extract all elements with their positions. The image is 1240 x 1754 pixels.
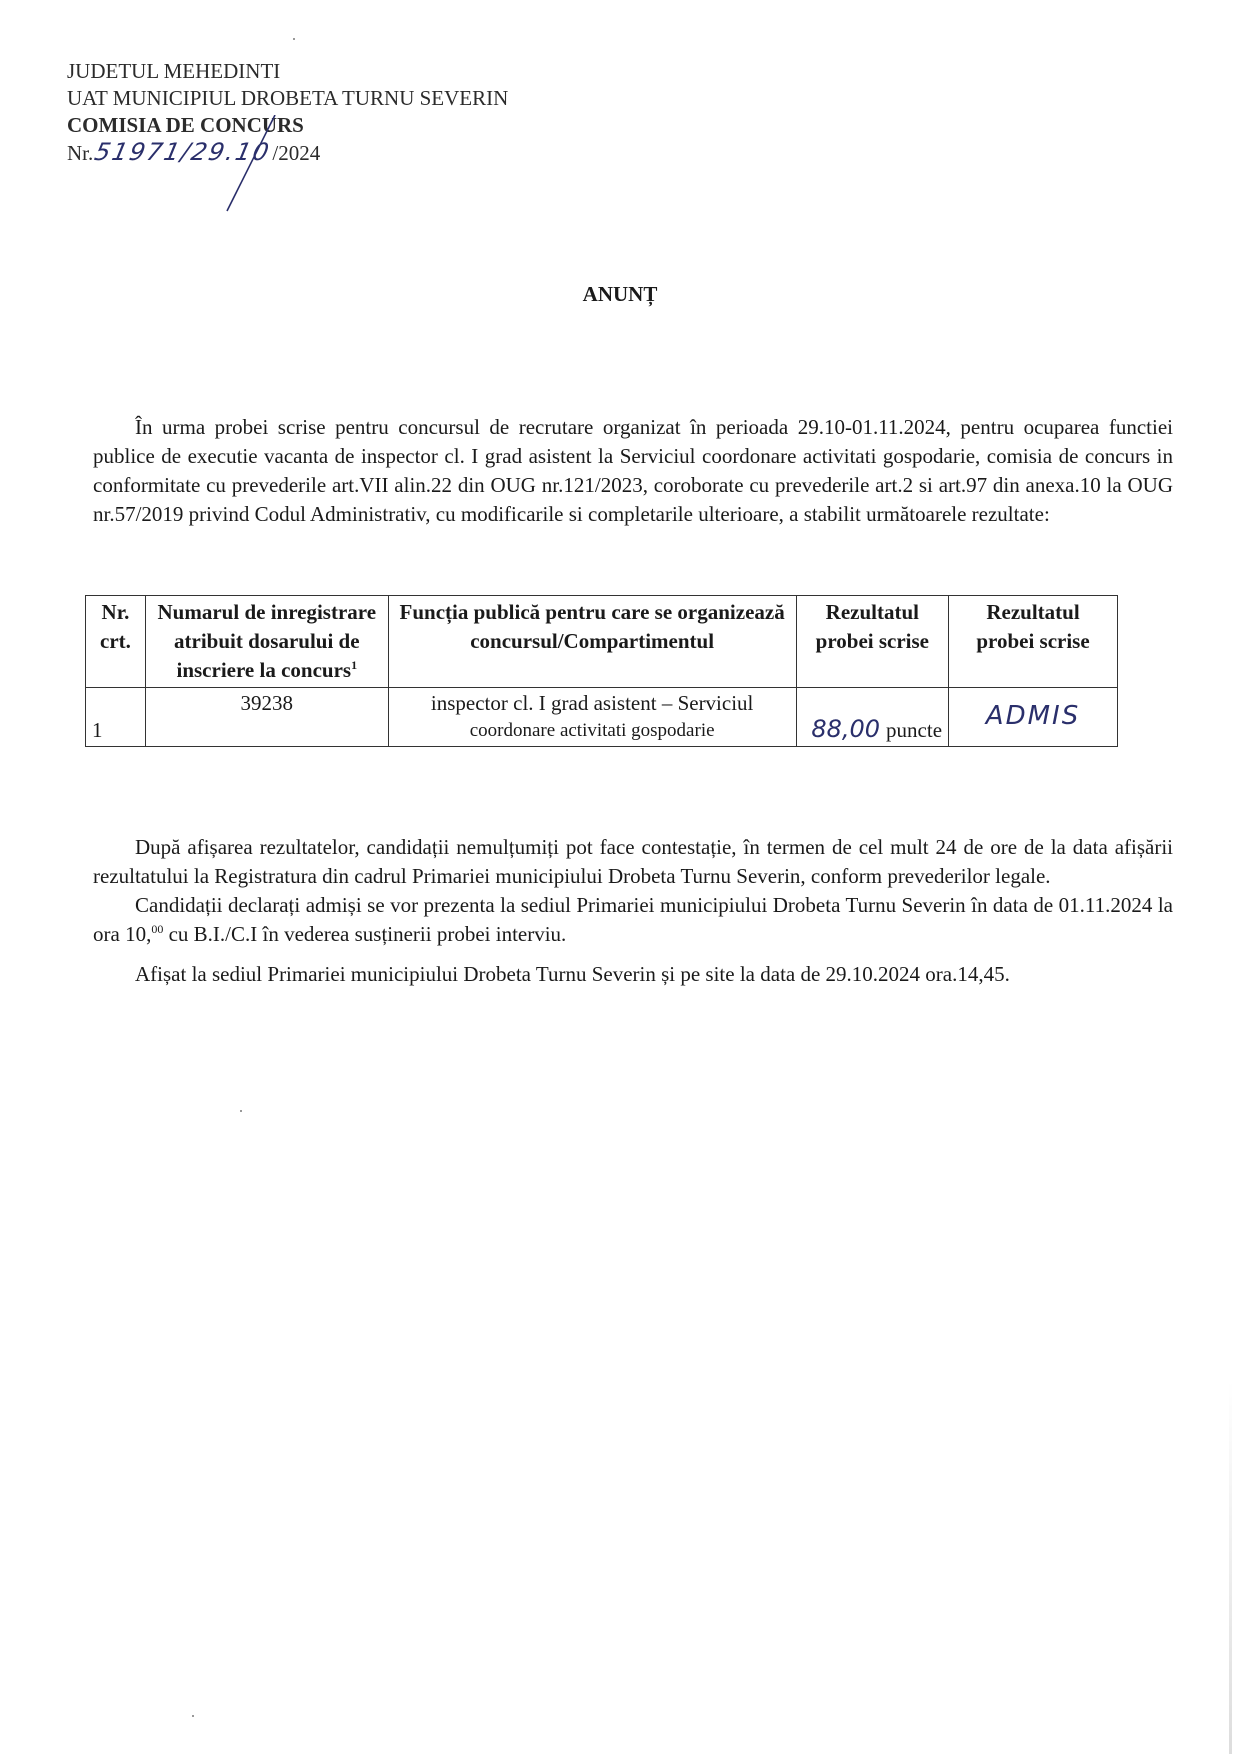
header-functia: Funcția publică pentru care se organizează concursul/Compartimentul	[388, 596, 796, 688]
interviu-text-post: cu B.I./C.I în vederea susținerii probei interviu.	[163, 922, 567, 946]
registration-prefix: Nr.	[67, 141, 94, 165]
header-punctaj: Rezultatul probei scrise	[796, 596, 948, 688]
registration-handwritten: 51971/29.10	[92, 138, 274, 166]
cell-numar: 39238	[145, 688, 388, 747]
document-title: ANUNȚ	[582, 282, 658, 306]
header-nr: Nr. crt.	[86, 596, 146, 688]
header-commission: COMISIA DE CONCURS	[67, 113, 304, 137]
result-handwritten: ADMIS	[985, 701, 1081, 731]
handwriting-stroke	[217, 115, 287, 215]
header-uat: UAT MUNICIPIUL DROBETA TURNU SEVERIN	[67, 86, 509, 110]
score-unit: puncte	[886, 718, 943, 742]
cell-punctaj	[796, 688, 948, 747]
score-handwritten: 88,00	[811, 715, 881, 743]
afisat-paragraph: Afișat la sediul Primariei municipiului Drobeta Turnu Severin și pe site la data de 29.10.2024 ora.14,45.	[135, 962, 1010, 986]
functia-line2: coordonare activitati gospodarie	[469, 720, 715, 741]
table-header-row	[86, 596, 1118, 688]
registration-number	[67, 139, 508, 167]
interviu-paragraph	[93, 891, 1173, 949]
body-paragraphs	[93, 833, 1173, 949]
cell-functia	[388, 688, 796, 747]
header-county: JUDETUL MEHEDINTI	[67, 59, 281, 83]
interviu-text-pre: Candidații declarați admiși se vor prezenta la sediul Primariei municipiului Drobeta Turnu Severin în data de 01.11.2024 la ora 10,	[93, 893, 1173, 946]
header-numar-text: Numarul de inregistrare atribuit dosarului de inscriere la concurs	[157, 600, 377, 682]
intro-paragraph: În urma probei scrise pentru concursul de recrutare organizat în perioada 29.10-01.11.2024, pentru ocuparea functiei publice de executie vacanta de inspector cl. I grad asistent la Serviciul coordonare activitati gospodarie, comisia de concurs in conformitate cu prevederile art.VII alin.22 din OUG nr.121/2023, coroborate cu prevederile art.2 si art.97 din anexa.10 la OUG nr.57/2019 privind Codul Administrativ, cu modificarile si completarile ulterioare, a stabilit următoarele rezultate:	[93, 415, 1173, 526]
scan-speck	[192, 1715, 194, 1717]
cell-rezultat	[949, 688, 1118, 747]
footnote-marker: 1	[351, 658, 358, 672]
scan-speck	[293, 38, 295, 40]
functia-line1: inspector cl. I grad asistent – Serviciul	[430, 691, 754, 715]
table-row	[86, 688, 1118, 747]
interviu-time-sup: 00	[151, 922, 164, 936]
scan-speck	[240, 1110, 242, 1112]
header-numar	[145, 596, 388, 688]
results-table	[85, 595, 1118, 747]
header-rezultat: Rezultatul probei scrise	[949, 596, 1118, 688]
registration-suffix: /2024	[272, 141, 321, 165]
cell-nr: 1	[86, 688, 146, 747]
contestatie-paragraph: După afișarea rezultatelor, candidații nemulțumiți pot face contestație, în termen de cel mult 24 de ore de la data afișării rezultatului la Registratura din cadrul Primariei municipiului Drobeta Turnu Severin, conform prevederilor legale.	[93, 835, 1173, 888]
scan-edge-shadow	[1229, 1380, 1232, 1754]
institution-header	[67, 58, 508, 167]
